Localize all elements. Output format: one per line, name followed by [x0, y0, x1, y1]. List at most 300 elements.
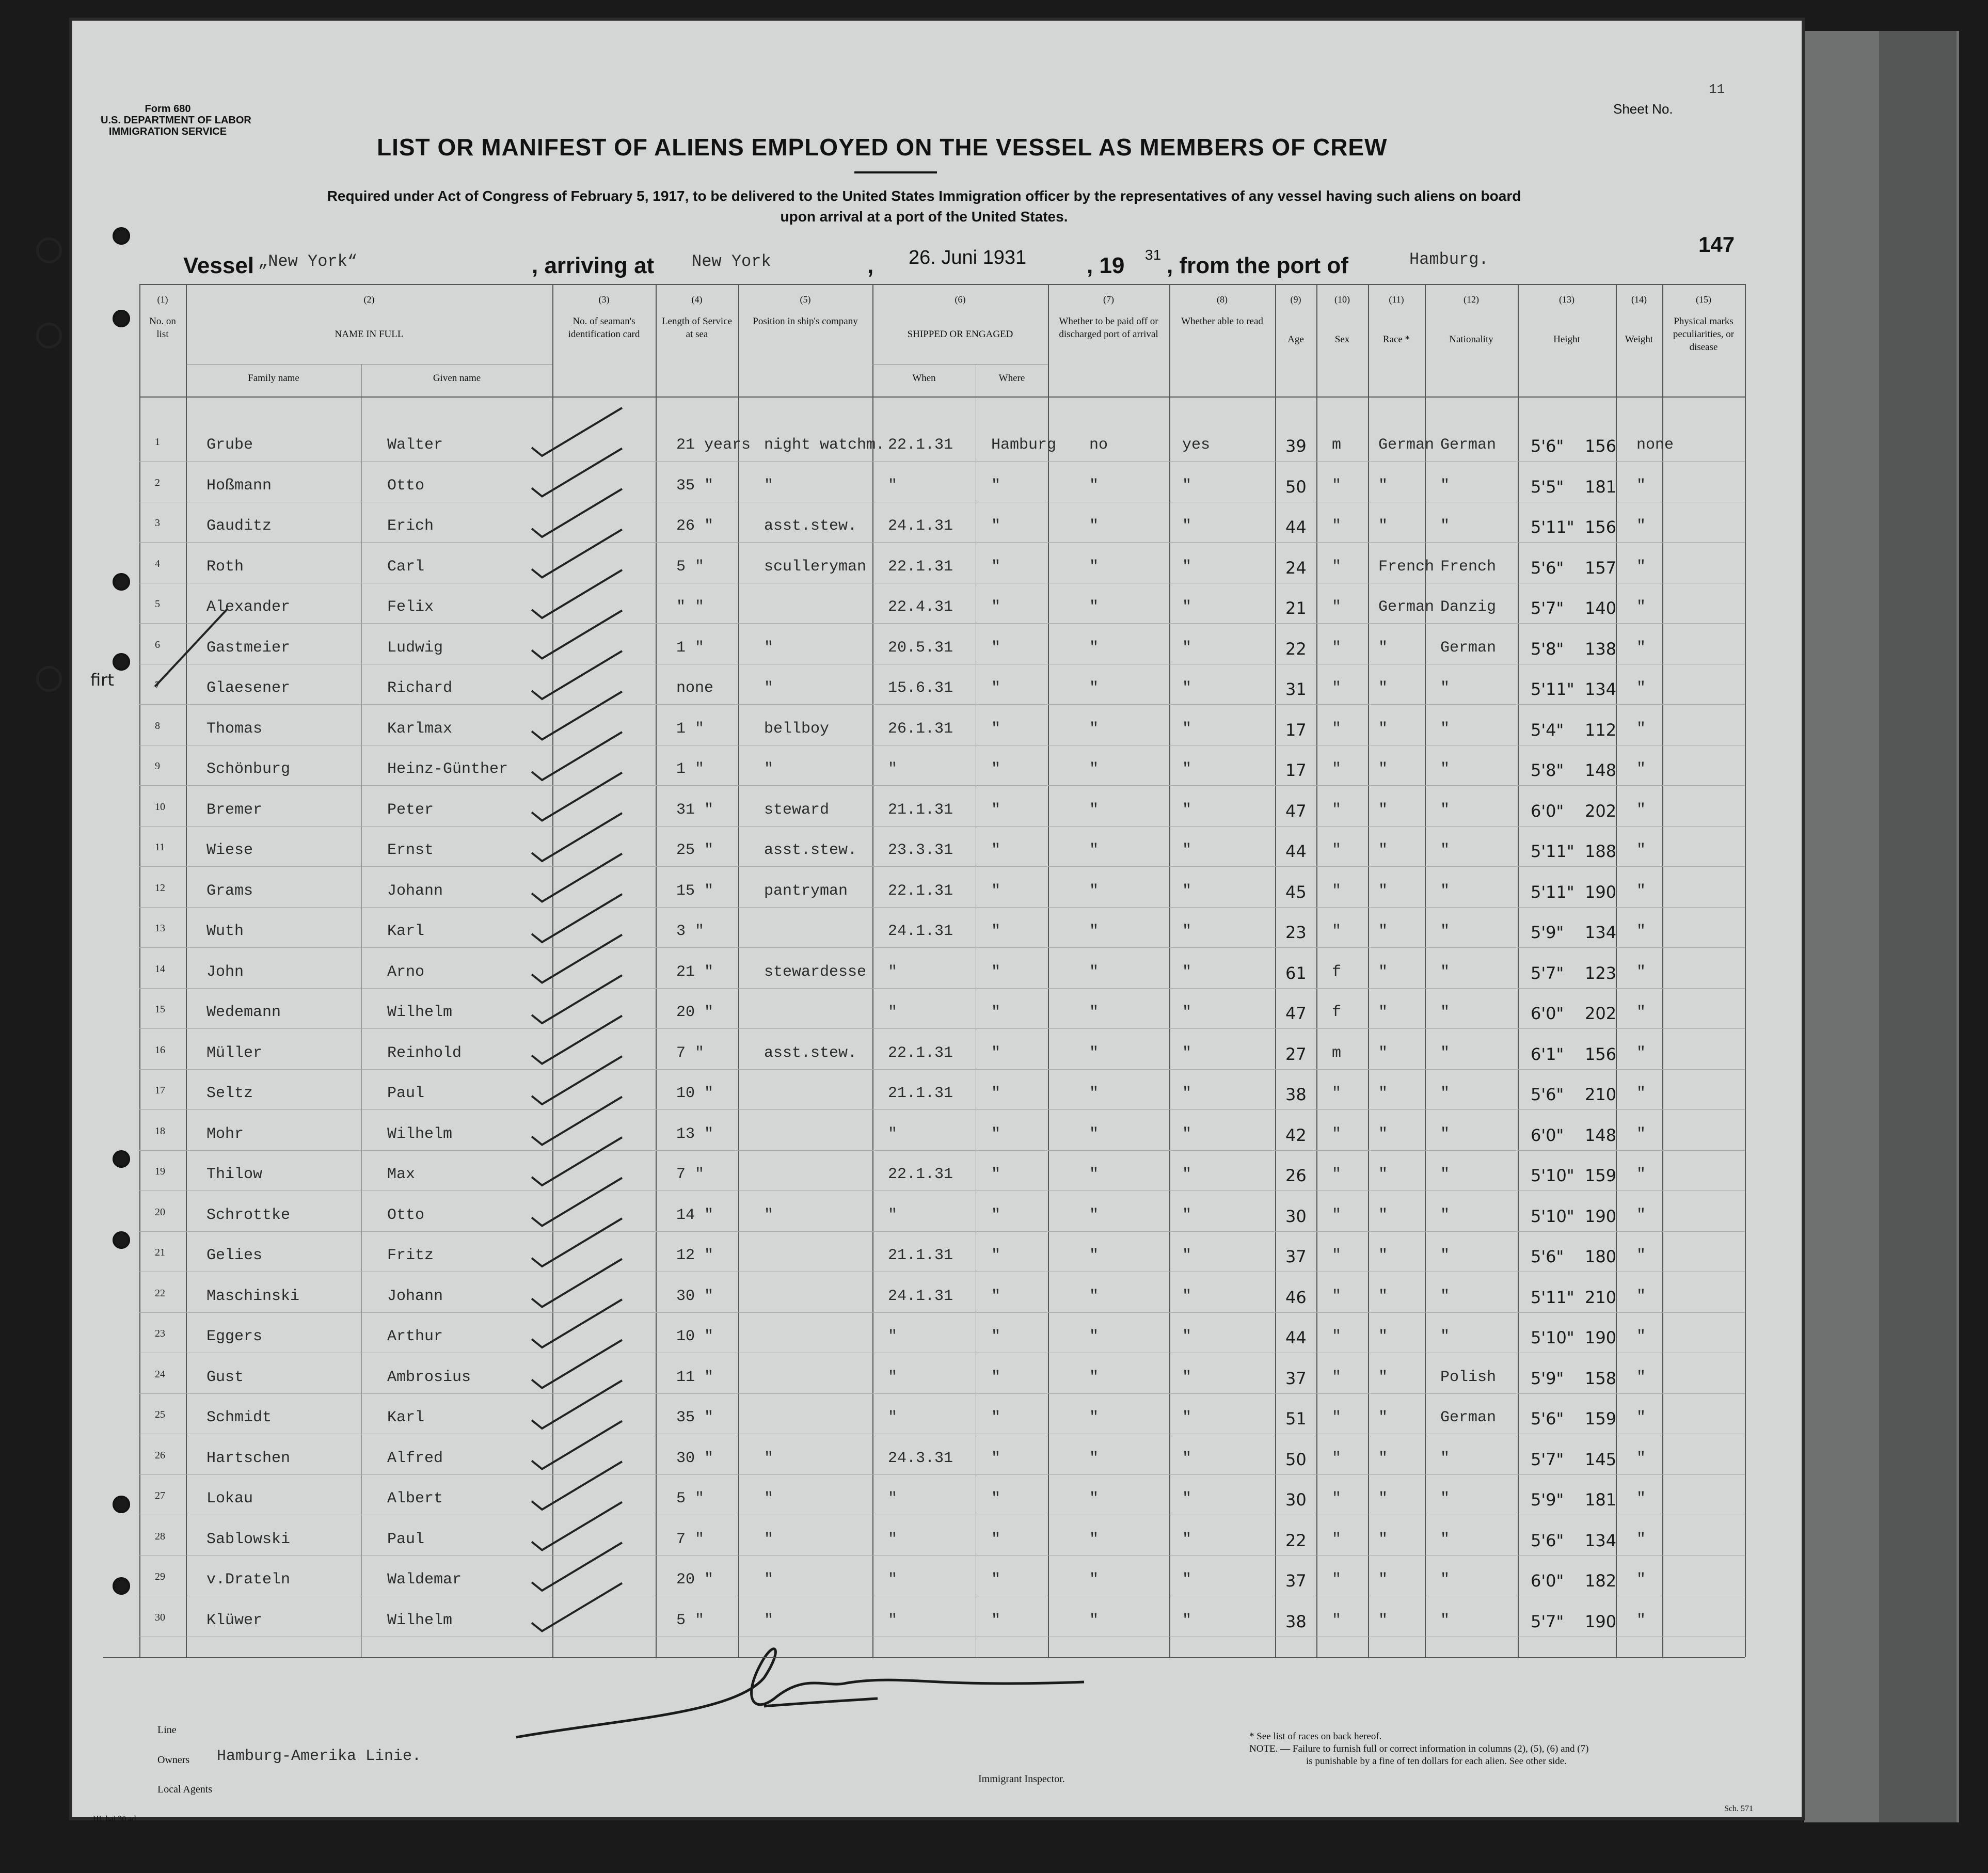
- age: 22: [1285, 1531, 1307, 1550]
- sheet-label: Sheet No.: [1613, 101, 1673, 117]
- given-name: Arthur: [387, 1328, 443, 1345]
- engaged-when: ": [888, 760, 898, 778]
- physical-marks: ": [1636, 1125, 1646, 1143]
- physical-marks: ": [1636, 720, 1646, 738]
- weight: 134: [1585, 679, 1617, 699]
- nationality: ": [1440, 1166, 1450, 1183]
- sex: ": [1332, 517, 1342, 535]
- check-mark-icon: [532, 651, 622, 699]
- weight: 210: [1585, 1288, 1617, 1307]
- physical-marks: ": [1636, 1490, 1646, 1507]
- race: ": [1378, 760, 1388, 778]
- service-length: 10 ": [676, 1328, 714, 1345]
- engaged-when: ": [888, 1207, 898, 1224]
- physical-marks: ": [1636, 882, 1646, 900]
- given-name: Otto: [387, 477, 425, 495]
- race: ": [1378, 1125, 1388, 1143]
- engaged-where: ": [991, 598, 1001, 616]
- column-number: (3): [598, 294, 610, 305]
- nationality: ": [1440, 1207, 1450, 1224]
- nationality: Polish: [1440, 1369, 1497, 1386]
- column-number: (10): [1334, 294, 1350, 305]
- nationality: ": [1440, 517, 1450, 535]
- given-name: Ambrosius: [387, 1369, 471, 1386]
- age: 37: [1285, 1571, 1307, 1591]
- sex: ": [1332, 1369, 1342, 1386]
- age: 44: [1285, 842, 1307, 861]
- engaged-when: 26.1.31: [888, 720, 953, 738]
- family-name: Maschinski: [206, 1288, 300, 1305]
- where-subheader: Where: [998, 373, 1025, 384]
- able-to-read: ": [1182, 1450, 1192, 1467]
- sex: ": [1332, 598, 1342, 616]
- comma-separator: ,: [867, 253, 874, 278]
- column-header: No. on list: [149, 316, 176, 340]
- age: 37: [1285, 1369, 1307, 1388]
- service-length: 1 ": [676, 639, 705, 657]
- races-note: * See list of races on back hereof.: [1249, 1731, 1382, 1742]
- ship-position: pantryman: [764, 882, 848, 900]
- service-length: 7 ": [676, 1531, 705, 1548]
- check-mark-icon: [532, 975, 622, 1023]
- service-length: 20 ": [676, 1571, 714, 1589]
- nationality: Danzig: [1440, 598, 1497, 616]
- paid-off: ": [1089, 1328, 1099, 1345]
- weight: 148: [1585, 1125, 1617, 1145]
- row-number: 12: [155, 882, 165, 894]
- service-length: 13 ": [676, 1125, 714, 1143]
- check-mark-icon: [532, 1218, 622, 1266]
- engaged-when: ": [888, 1571, 898, 1589]
- race: ": [1378, 923, 1388, 940]
- family-name: Bremer: [206, 801, 263, 819]
- service-length: 30 ": [676, 1450, 714, 1467]
- physical-marks: ": [1636, 517, 1646, 535]
- ship-position: ": [764, 1612, 774, 1629]
- race: ": [1378, 720, 1388, 738]
- engaged-when: 24.1.31: [888, 923, 953, 940]
- race: ": [1378, 1450, 1388, 1467]
- height: 5'6": [1531, 1409, 1564, 1428]
- engaged-when: 24.3.31: [888, 1450, 953, 1467]
- service-length: 30 ": [676, 1288, 714, 1305]
- given-name: Wilhelm: [387, 1004, 453, 1021]
- able-to-read: ": [1182, 1490, 1192, 1507]
- sex: ": [1332, 1571, 1342, 1589]
- column-header: NAME IN FULL: [335, 329, 404, 340]
- able-to-read: ": [1182, 720, 1192, 738]
- service-length: 31 ": [676, 801, 714, 819]
- service-length: 7 ": [676, 1044, 705, 1062]
- sex: ": [1332, 1166, 1342, 1183]
- row-number: 6: [155, 639, 160, 650]
- weight: 156: [1585, 517, 1617, 537]
- height: 5'6": [1531, 1085, 1564, 1104]
- check-mark-icon: [532, 1502, 622, 1550]
- able-to-read: ": [1182, 1125, 1192, 1143]
- race: ": [1378, 963, 1388, 981]
- race: ": [1378, 1288, 1388, 1305]
- engaged-when: 22.1.31: [888, 558, 953, 576]
- margin-note: firt: [90, 670, 114, 690]
- family-name: Sablowski: [206, 1531, 291, 1548]
- check-mark-icon: [532, 1016, 622, 1064]
- height: 5'10": [1531, 1207, 1575, 1226]
- service-length: " ": [676, 598, 705, 616]
- row-number: 25: [155, 1409, 165, 1420]
- ship-position: ": [764, 1450, 774, 1467]
- column-header: Length of Service at sea: [661, 316, 733, 340]
- race: German: [1378, 598, 1435, 616]
- weight: 210: [1585, 1085, 1617, 1104]
- nationality: ": [1440, 1450, 1450, 1467]
- given-name: Karl: [387, 1409, 425, 1426]
- given-name: Wilhelm: [387, 1612, 453, 1629]
- engaged-where: ": [991, 1004, 1001, 1021]
- weight: 134: [1585, 1531, 1617, 1550]
- weight: 181: [1585, 477, 1617, 497]
- engaged-where: Hamburg: [991, 436, 1057, 454]
- paid-off: ": [1089, 1490, 1099, 1507]
- given-name: Ludwig: [387, 639, 443, 657]
- height: 5'7": [1531, 598, 1564, 618]
- paid-off: ": [1089, 1166, 1099, 1183]
- row-number: 26: [155, 1450, 165, 1461]
- inspector-signature: [516, 1649, 1084, 1737]
- age: 17: [1285, 720, 1307, 740]
- sex: ": [1332, 1409, 1342, 1426]
- engaged-where: ": [991, 1166, 1001, 1183]
- column-number: (4): [691, 294, 703, 305]
- column-header: Physical marks peculiarities, or disease: [1673, 316, 1735, 353]
- able-to-read: ": [1182, 517, 1192, 535]
- sheet-value: 11: [1709, 82, 1725, 97]
- family-name: Gust: [206, 1369, 244, 1386]
- check-mark-icon: [532, 530, 622, 578]
- given-name: Wilhelm: [387, 1125, 453, 1143]
- column-number: (5): [800, 294, 811, 305]
- paid-off: ": [1089, 1247, 1099, 1264]
- vessel-label: Vessel: [183, 253, 255, 278]
- family-name: Schrottke: [206, 1207, 291, 1224]
- height: 5'6": [1531, 1247, 1564, 1266]
- row-number: 5: [155, 598, 160, 610]
- given-name: Alfred: [387, 1450, 443, 1467]
- row-number: 17: [155, 1085, 165, 1096]
- check-mark-icon: [532, 408, 622, 456]
- check-mark-icon: [532, 1178, 622, 1226]
- penalty-note-2: is punishable by a fine of ten dollars for each alien. See other side.: [1306, 1756, 1567, 1767]
- check-mark-icon: [532, 1137, 622, 1185]
- height: 5'11": [1531, 882, 1575, 902]
- column-header: No. of seaman's identification card: [568, 316, 640, 340]
- race: ": [1378, 882, 1388, 900]
- family-name: Schmidt: [206, 1409, 272, 1426]
- row-number: 4: [155, 558, 160, 569]
- sex: ": [1332, 477, 1342, 495]
- family-name: Gauditz: [206, 517, 272, 535]
- race: German: [1378, 436, 1435, 454]
- family-name: v.Drateln: [206, 1571, 291, 1589]
- paid-off: ": [1089, 639, 1099, 657]
- nationality: ": [1440, 923, 1450, 940]
- nationality: ": [1440, 1044, 1450, 1062]
- physical-marks: ": [1636, 923, 1646, 940]
- row-number: 21: [155, 1247, 165, 1258]
- check-mark-icon: [532, 732, 622, 780]
- check-mark-icon: [532, 1056, 622, 1104]
- paid-off: ": [1089, 923, 1099, 940]
- engaged-when: 21.1.31: [888, 801, 953, 819]
- engaged-where: ": [991, 720, 1001, 738]
- sex: ": [1332, 558, 1342, 576]
- given-name: Fritz: [387, 1247, 434, 1264]
- able-to-read: yes: [1182, 436, 1211, 454]
- sex: f: [1332, 963, 1342, 981]
- check-mark-icon: [532, 1583, 622, 1631]
- height: 6'0": [1531, 1125, 1564, 1145]
- engaged-where: ": [991, 1085, 1001, 1102]
- column-number: (13): [1559, 294, 1575, 305]
- physical-marks: ": [1636, 1207, 1646, 1224]
- engaged-when: 15.6.31: [888, 679, 953, 697]
- paid-off: ": [1089, 1288, 1099, 1305]
- engaged-where: ": [991, 639, 1001, 657]
- able-to-read: ": [1182, 760, 1192, 778]
- able-to-read: ": [1182, 598, 1192, 616]
- weight: 157: [1585, 558, 1617, 578]
- given-name: Heinz-Günther: [387, 760, 508, 778]
- check-mark-icon: [532, 1299, 622, 1347]
- service-length: 35 ": [676, 477, 714, 495]
- sex: ": [1332, 923, 1342, 940]
- nationality: ": [1440, 842, 1450, 859]
- paid-off: ": [1089, 679, 1099, 697]
- able-to-read: ": [1182, 882, 1192, 900]
- page-number: 147: [1698, 232, 1735, 257]
- height: 5'5": [1531, 477, 1564, 497]
- family-name: Grams: [206, 882, 253, 900]
- check-mark-icon: [532, 1462, 622, 1510]
- able-to-read: ": [1182, 558, 1192, 576]
- form-number: Form 680: [145, 103, 191, 115]
- ship-position: stewardesse: [764, 963, 867, 981]
- check-mark-icon: [532, 854, 622, 902]
- age: 30: [1285, 1490, 1307, 1510]
- weight: 159: [1585, 1166, 1617, 1185]
- column-header: Weight: [1625, 334, 1653, 345]
- check-mark-icon: [532, 894, 622, 942]
- service-length: 3 ": [676, 923, 705, 940]
- race: ": [1378, 1247, 1388, 1264]
- column-number: (7): [1103, 294, 1114, 305]
- nationality: ": [1440, 963, 1450, 981]
- paid-off: ": [1089, 1044, 1099, 1062]
- sex: f: [1332, 1004, 1342, 1021]
- engaged-when: ": [888, 963, 898, 981]
- age: 61: [1285, 963, 1307, 983]
- able-to-read: ": [1182, 1085, 1192, 1102]
- race: ": [1378, 801, 1388, 819]
- nationality: ": [1440, 1571, 1450, 1589]
- height: 5'11": [1531, 679, 1575, 699]
- ship-position: asst.stew.: [764, 842, 857, 859]
- able-to-read: ": [1182, 801, 1192, 819]
- ship-position: ": [764, 1490, 774, 1507]
- weight: 112: [1585, 720, 1617, 740]
- service-name: IMMIGRATION SERVICE: [108, 126, 227, 137]
- weight: 190: [1585, 882, 1617, 902]
- row-number: 16: [155, 1044, 165, 1056]
- weight: 190: [1585, 1207, 1617, 1226]
- weight: 190: [1585, 1612, 1617, 1631]
- race: ": [1378, 1328, 1388, 1345]
- sex: ": [1332, 1490, 1342, 1507]
- row-number: 3: [155, 517, 160, 529]
- age: 50: [1285, 477, 1307, 497]
- given-name: Albert: [387, 1490, 443, 1507]
- row-number: 14: [155, 963, 165, 975]
- paid-off: ": [1089, 1207, 1099, 1224]
- nationality: ": [1440, 1328, 1450, 1345]
- able-to-read: ": [1182, 963, 1192, 981]
- able-to-read: ": [1182, 1247, 1192, 1264]
- height: 6'1": [1531, 1044, 1564, 1064]
- family-name-subheader: Family name: [248, 373, 299, 384]
- race: ": [1378, 477, 1388, 495]
- weight: 158: [1585, 1369, 1617, 1388]
- given-name: Johann: [387, 882, 443, 900]
- sex: ": [1332, 842, 1342, 859]
- sex: ": [1332, 760, 1342, 778]
- race: ": [1378, 1085, 1388, 1102]
- given-name: Otto: [387, 1207, 425, 1224]
- engaged-when: 22.1.31: [888, 436, 953, 454]
- ship-position: ": [764, 639, 774, 657]
- paid-off: ": [1089, 882, 1099, 900]
- check-mark-icon: [532, 1259, 622, 1307]
- height: 6'0": [1531, 1571, 1564, 1591]
- age: 50: [1285, 1450, 1307, 1469]
- able-to-read: ": [1182, 679, 1192, 697]
- service-length: 1 ": [676, 720, 705, 738]
- ship-position: asst.stew.: [764, 1044, 857, 1062]
- column-number: (6): [955, 294, 966, 305]
- engaged-where: ": [991, 1125, 1001, 1143]
- physical-marks: ": [1636, 558, 1646, 576]
- engaged-when: 22.1.31: [888, 1166, 953, 1183]
- able-to-read: ": [1182, 1571, 1192, 1589]
- engaged-where: ": [991, 1531, 1001, 1548]
- race: ": [1378, 1369, 1388, 1386]
- nationality: German: [1440, 639, 1497, 657]
- ship-position: ": [764, 679, 774, 697]
- ship-position: ": [764, 1531, 774, 1548]
- engaged-when: ": [888, 1125, 898, 1143]
- service-length: 11 ": [676, 1369, 714, 1386]
- sex: ": [1332, 801, 1342, 819]
- engaged-where: ": [991, 842, 1001, 859]
- row-number: 2: [155, 477, 160, 488]
- service-length: 5 ": [676, 1612, 705, 1629]
- department: U.S. DEPARTMENT OF LABOR: [101, 115, 251, 126]
- ship-position: bellboy: [764, 720, 830, 738]
- check-mark-icon: [532, 449, 622, 497]
- paid-off: ": [1089, 963, 1099, 981]
- weight: 159: [1585, 1409, 1617, 1428]
- column-number: (15): [1696, 294, 1711, 305]
- year-prefix: , 19: [1087, 253, 1125, 278]
- height: 5'11": [1531, 1288, 1575, 1307]
- engaged-when: ": [888, 1612, 898, 1629]
- race: ": [1378, 1004, 1388, 1021]
- row-number: 10: [155, 801, 165, 813]
- sex: ": [1332, 1247, 1342, 1264]
- engaged-when: 22.1.31: [888, 1044, 953, 1062]
- row-number: 27: [155, 1490, 165, 1501]
- nationality: ": [1440, 1531, 1450, 1548]
- given-name: Richard: [387, 679, 453, 697]
- age: 45: [1285, 882, 1307, 902]
- column-number: (1): [157, 294, 168, 305]
- paid-off: ": [1089, 558, 1099, 576]
- engaged-where: ": [991, 517, 1001, 535]
- able-to-read: ": [1182, 923, 1192, 940]
- row-number: 22: [155, 1288, 165, 1299]
- service-length: 1 ": [676, 760, 705, 778]
- ship-position: ": [764, 760, 774, 778]
- race: ": [1378, 842, 1388, 859]
- height: 6'0": [1531, 801, 1564, 821]
- nationality: French: [1440, 558, 1497, 576]
- family-name: Mohr: [206, 1125, 244, 1143]
- nationality: ": [1440, 882, 1450, 900]
- service-length: 20 ": [676, 1004, 714, 1021]
- local-agents-label: Local Agents: [157, 1784, 213, 1795]
- nationality: ": [1440, 1490, 1450, 1507]
- race: ": [1378, 1409, 1388, 1426]
- nationality: ": [1440, 1247, 1450, 1264]
- physical-marks: ": [1636, 1531, 1646, 1548]
- height: 5'7": [1531, 1612, 1564, 1631]
- physical-marks: ": [1636, 1571, 1646, 1589]
- height: 5'10": [1531, 1328, 1575, 1347]
- physical-marks: ": [1636, 1166, 1646, 1183]
- column-header: Age: [1287, 334, 1304, 345]
- physical-marks: ": [1636, 1328, 1646, 1345]
- ship-position: night watchm.: [764, 436, 885, 454]
- weight: 138: [1585, 639, 1617, 659]
- column-number: (9): [1290, 294, 1301, 305]
- sex: ": [1332, 1125, 1342, 1143]
- from-label: , from the port of: [1167, 253, 1348, 278]
- row-number: 28: [155, 1531, 165, 1542]
- row-number: 7: [155, 679, 160, 691]
- weight: 181: [1585, 1490, 1617, 1510]
- age: 38: [1285, 1612, 1307, 1631]
- engaged-where: ": [991, 1207, 1001, 1224]
- schedule-code: Sch. 571: [1724, 1804, 1753, 1813]
- race: ": [1378, 1044, 1388, 1062]
- given-name: Waldemar: [387, 1571, 462, 1589]
- age: 38: [1285, 1085, 1307, 1104]
- race: French: [1378, 558, 1435, 576]
- height: 5'4": [1531, 720, 1564, 740]
- sex: ": [1332, 1288, 1342, 1305]
- from-port-value: Hamburg.: [1409, 250, 1489, 269]
- height: 5'9": [1531, 1490, 1564, 1510]
- physical-marks: ": [1636, 639, 1646, 657]
